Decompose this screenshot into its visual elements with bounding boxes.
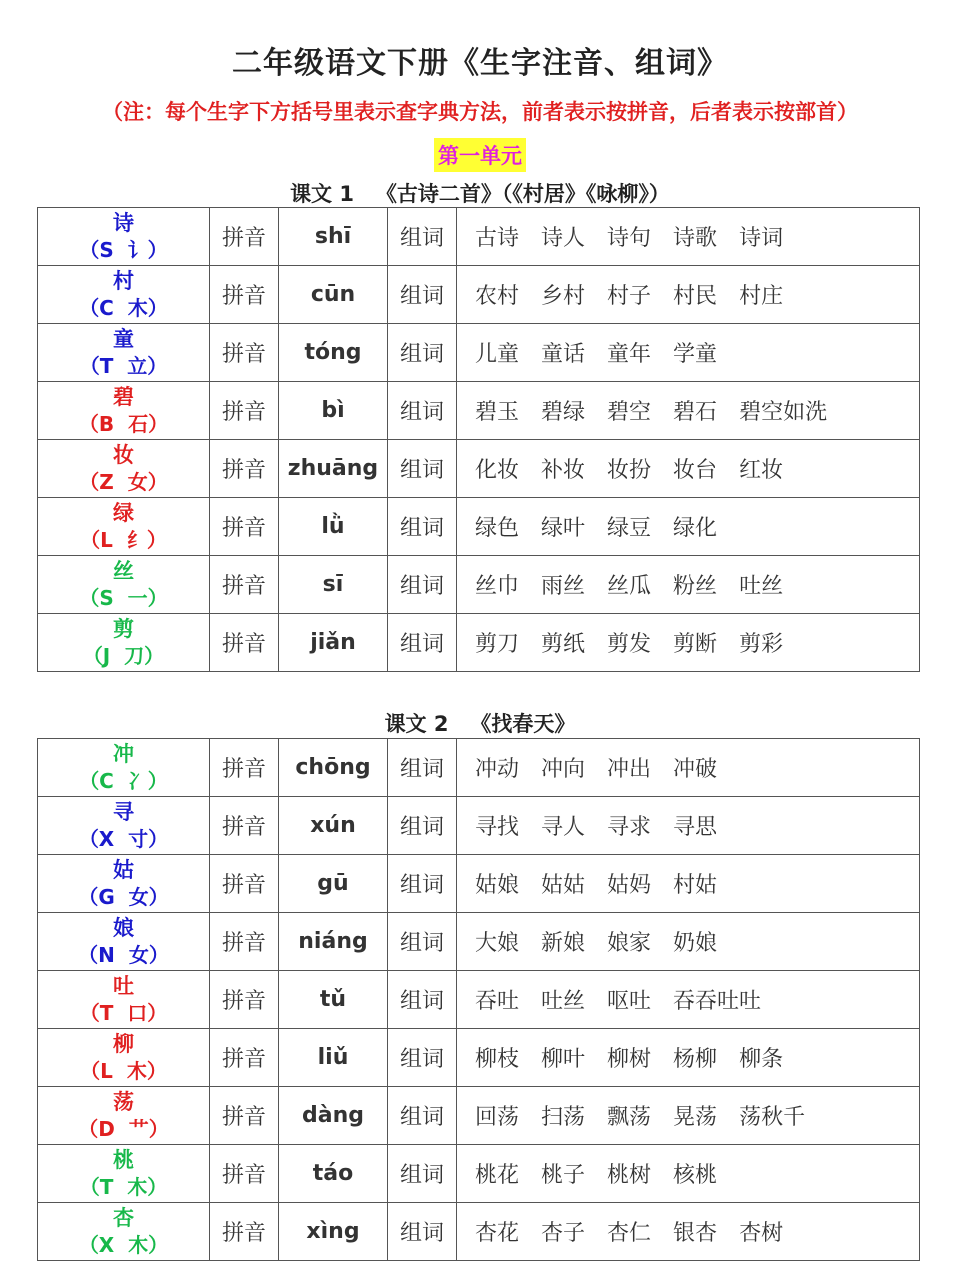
word: 诗词 [739,226,784,251]
words-cell [457,440,920,498]
lesson-1-heading: 课文 1 《古诗二首》（《村居》《咏柳》） [290,182,670,206]
words-label: 组词 [388,382,457,440]
character: 吐 [113,973,134,998]
word: 学童 [673,342,718,367]
pinyin-value: shī [279,208,388,266]
word: 回荡 [475,1105,520,1130]
word: 化妆 [475,458,520,483]
table-row [38,556,920,614]
word: 绿色 [475,516,520,541]
word: 柳条 [739,1047,784,1072]
words-cell [457,556,920,614]
lookup-index: （T 口） [79,1000,168,1025]
word: 吞吐 [475,989,520,1014]
word: 晃荡 [673,1105,718,1130]
word: 诗歌 [673,226,718,251]
word: 粉丝 [673,574,718,599]
character: 童 [113,326,134,351]
lookup-index: （G 女） [78,884,169,909]
words-cell [457,1087,920,1145]
word: 银杏 [673,1221,718,1246]
character: 桃 [113,1147,134,1172]
lesson-2-table [37,738,920,1261]
lookup-index: （C 木） [79,295,168,320]
pinyin-value: tǔ [279,971,388,1029]
words-cell [457,614,920,672]
words-cell [457,739,920,797]
words-label: 组词 [388,208,457,266]
words-cell [457,797,920,855]
word: 丝瓜 [607,574,652,599]
pinyin-label: 拼音 [210,382,279,440]
table-row [38,614,920,672]
unit-heading-wrap [0,138,960,172]
word: 桃花 [475,1163,520,1188]
word: 大娘 [475,931,520,956]
pinyin-label: 拼音 [210,1029,279,1087]
word: 桃子 [541,1163,586,1188]
word: 冲出 [607,757,652,782]
lookup-index: （N 女） [78,942,169,967]
pinyin-label: 拼音 [210,797,279,855]
pinyin-label: 拼音 [210,208,279,266]
word: 杨柳 [673,1047,718,1072]
character: 村 [113,268,134,293]
character: 姑 [113,857,134,882]
pinyin-label: 拼音 [210,324,279,382]
words-label: 组词 [388,797,457,855]
words-label: 组词 [388,266,457,324]
word: 剪断 [673,632,718,657]
table-row [38,1087,920,1145]
word: 村庄 [739,284,784,309]
words-label: 组词 [388,1145,457,1203]
word: 杏花 [475,1221,520,1246]
word: 柳叶 [541,1047,586,1072]
char-cell [38,324,210,382]
word: 妆扮 [607,458,652,483]
pinyin-label: 拼音 [210,266,279,324]
character: 剪 [113,616,134,641]
lookup-index: （T 木） [79,1174,168,1199]
words-cell [457,208,920,266]
word: 核桃 [673,1163,718,1188]
word: 剪彩 [739,632,784,657]
pinyin-value: liǔ [279,1029,388,1087]
word: 村民 [673,284,718,309]
word: 杏子 [541,1221,586,1246]
character: 娘 [113,915,134,940]
character: 妆 [113,442,134,467]
pinyin-label: 拼音 [210,614,279,672]
word: 吞吞吐吐 [673,989,762,1014]
table-row [38,1029,920,1087]
word: 绿叶 [541,516,586,541]
pinyin-value: jiǎn [279,614,388,672]
word: 乡村 [541,284,586,309]
words-cell [457,1029,920,1087]
word: 新娘 [541,931,586,956]
word: 柳树 [607,1047,652,1072]
char-cell [38,1087,210,1145]
word: 寻人 [541,815,586,840]
character: 柳 [113,1031,134,1056]
word: 村子 [607,284,652,309]
pinyin-label: 拼音 [210,556,279,614]
table-row [38,1203,920,1261]
words-cell [457,1145,920,1203]
word: 补妆 [541,458,586,483]
word: 古诗 [475,226,520,251]
word: 柳枝 [475,1047,520,1072]
pinyin-label: 拼音 [210,913,279,971]
char-cell [38,556,210,614]
table-row [38,739,920,797]
word: 姑姑 [541,873,586,898]
char-cell [38,440,210,498]
pinyin-label: 拼音 [210,1145,279,1203]
lookup-index: （S 一） [79,585,168,610]
pinyin-value: zhuāng [279,440,388,498]
pinyin-value: dàng [279,1087,388,1145]
word: 杏仁 [607,1221,652,1246]
words-label: 组词 [388,324,457,382]
pinyin-value: táo [279,1145,388,1203]
word: 姑娘 [475,873,520,898]
word: 冲向 [541,757,586,782]
table-row [38,208,920,266]
char-cell [38,739,210,797]
words-label: 组词 [388,1203,457,1261]
table-row [38,324,920,382]
words-label: 组词 [388,971,457,1029]
lookup-index: （J 刀） [82,643,165,668]
char-cell [38,208,210,266]
table-row [38,855,920,913]
words-cell [457,266,920,324]
char-cell [38,382,210,440]
word: 农村 [475,284,520,309]
word: 碧空 [607,400,652,425]
word: 诗句 [607,226,652,251]
char-cell [38,1203,210,1261]
char-cell [38,797,210,855]
words-cell [457,324,920,382]
word: 村姑 [673,873,718,898]
character: 绿 [113,500,134,525]
table-row [38,971,920,1029]
pinyin-value: chōng [279,739,388,797]
table-row [38,382,920,440]
pinyin-value: xún [279,797,388,855]
char-cell [38,971,210,1029]
lookup-index: （C 冫） [79,768,168,793]
word: 扫荡 [541,1105,586,1130]
words-label: 组词 [388,614,457,672]
word: 剪发 [607,632,652,657]
lesson-2-heading: 课文 2 《找春天》 [384,712,576,736]
word: 冲破 [673,757,718,782]
char-cell [38,614,210,672]
pinyin-label: 拼音 [210,1087,279,1145]
words-label: 组词 [388,440,457,498]
word: 飘荡 [607,1105,652,1130]
table-row [38,498,920,556]
words-cell [457,498,920,556]
character: 杏 [113,1205,134,1230]
pinyin-value: bì [279,382,388,440]
word: 寻思 [673,815,718,840]
lookup-index: （L 纟） [80,527,167,552]
word: 冲动 [475,757,520,782]
char-cell [38,498,210,556]
word: 绿豆 [607,516,652,541]
unit-heading: 第一单元 [434,138,526,172]
table-row [38,440,920,498]
lookup-index: （Z 女） [79,469,168,494]
word: 寻求 [607,815,652,840]
word: 诗人 [541,226,586,251]
character: 碧 [113,384,134,409]
char-cell [38,266,210,324]
lookup-index: （X 寸） [78,826,169,851]
word: 姑妈 [607,873,652,898]
character: 丝 [113,558,134,583]
words-cell [457,855,920,913]
words-cell [457,1203,920,1261]
word: 绿化 [673,516,718,541]
word: 吐丝 [541,989,586,1014]
words-label: 组词 [388,1029,457,1087]
words-label: 组词 [388,855,457,913]
lookup-index: （B 石） [78,411,169,436]
words-label: 组词 [388,556,457,614]
pinyin-value: cūn [279,266,388,324]
pinyin-label: 拼音 [210,739,279,797]
words-cell [457,382,920,440]
words-label: 组词 [388,498,457,556]
words-cell [457,971,920,1029]
pinyin-label: 拼音 [210,498,279,556]
table-row [38,913,920,971]
word: 桃树 [607,1163,652,1188]
table-row [38,797,920,855]
word: 红妆 [739,458,784,483]
word: 童年 [607,342,652,367]
pinyin-label: 拼音 [210,855,279,913]
words-cell [457,913,920,971]
word: 杏树 [739,1221,784,1246]
word: 儿童 [475,342,520,367]
word: 娘家 [607,931,652,956]
word: 碧空如洗 [739,400,828,425]
char-cell [38,855,210,913]
lookup-index: （T 立） [79,353,168,378]
word: 童话 [541,342,586,367]
table-row [38,266,920,324]
lesson-1-table [37,207,920,672]
char-cell [38,913,210,971]
character: 寻 [113,799,134,824]
pinyin-value: niáng [279,913,388,971]
words-label: 组词 [388,1087,457,1145]
word: 荡秋千 [739,1105,806,1130]
word: 剪刀 [475,632,520,657]
word: 呕吐 [607,989,652,1014]
word: 奶娘 [673,931,718,956]
lookup-index: （D 艹） [78,1116,169,1141]
table-row [38,1145,920,1203]
lookup-index: （S 讠） [79,237,168,262]
character: 冲 [113,741,134,766]
pinyin-value: gū [279,855,388,913]
word: 碧石 [673,400,718,425]
words-label: 组词 [388,913,457,971]
char-cell [38,1145,210,1203]
pinyin-value: xìng [279,1203,388,1261]
words-label: 组词 [388,739,457,797]
pinyin-label: 拼音 [210,971,279,1029]
word: 雨丝 [541,574,586,599]
pinyin-label: 拼音 [210,1203,279,1261]
word: 妆台 [673,458,718,483]
page-title: 二年级语文下册《生字注音、组词》 [232,46,728,81]
character: 诗 [113,210,134,235]
character: 荡 [113,1089,134,1114]
pinyin-value: tóng [279,324,388,382]
pinyin-value: lǜ [279,498,388,556]
lookup-index: （X 木） [78,1232,169,1257]
word: 碧绿 [541,400,586,425]
word: 丝巾 [475,574,520,599]
pinyin-label: 拼音 [210,440,279,498]
note-text: （注：每个生字下方括号里表示查字典方法，前者表示按拼音，后者表示按部首） [102,100,858,124]
char-cell [38,1029,210,1087]
word: 寻找 [475,815,520,840]
pinyin-value: sī [279,556,388,614]
word: 碧玉 [475,400,520,425]
word: 吐丝 [739,574,784,599]
word: 剪纸 [541,632,586,657]
lookup-index: （L 木） [80,1058,167,1083]
